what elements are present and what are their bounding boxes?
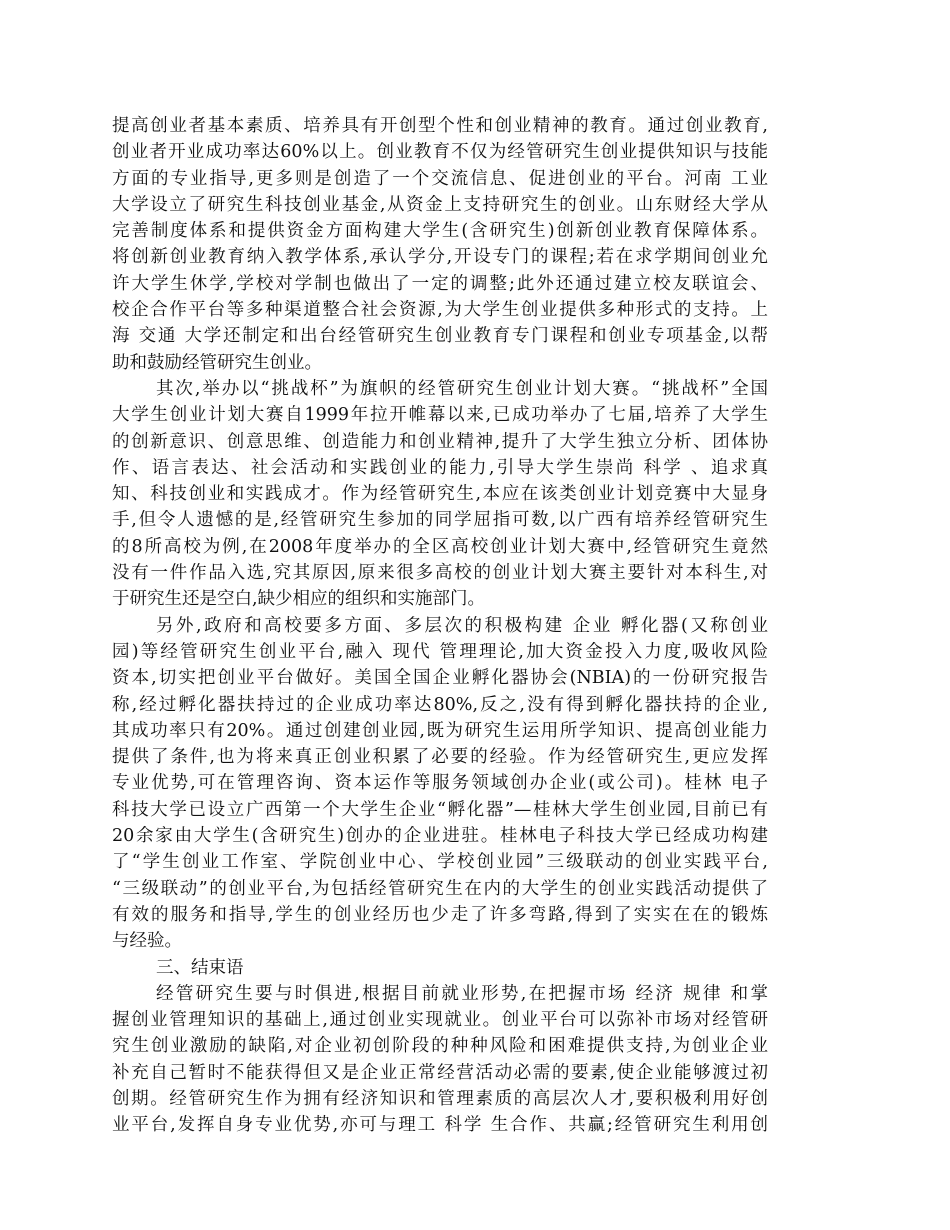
text-line: 助和鼓励经管研究生创业。	[112, 352, 322, 373]
paragraph-first-line: 经管研究生要与时俱进,根据目前就业形势,在把握市场 经济 规律 和掌	[156, 983, 768, 1004]
text-line: 手,但令人遗憾的是,经管研究生参加的同学屈指可数,以广西有培养经管研究生	[112, 510, 768, 531]
text-line: 作、语言表达、社会活动和实践创业的能力,引导大学生崇尚 科学 、追求真	[112, 457, 768, 478]
text-line: 许大学生休学,学校对学制也做出了一定的调整;此外还通过建立校友联谊会、	[112, 273, 768, 294]
text-line: 握创业管理知识的基础上,通过创业实现就业。创业平台可以弥补市场对经管研	[112, 1010, 768, 1031]
text-line: 与经验。	[112, 931, 182, 952]
paragraph-first-line: 其次,举办以“挑战杯”为旗帜的经管研究生创业计划大赛。“挑战杯”全国	[156, 378, 768, 399]
section-heading: 三、结束语	[156, 957, 244, 978]
text-line: 创业者开业成功率达60%以上。创业教育不仅为经管研究生创业提供知识与技能	[112, 142, 768, 163]
text-line: 校企合作平台等多种渠道整合社会资源,为大学生创业提供多种形式的支持。上	[112, 300, 768, 321]
text-line: 科技大学已设立广西第一个大学生企业“孵化器”—桂林大学生创业园,目前已有	[112, 799, 768, 820]
text-line: 的创新意识、创意思维、创造能力和创业精神,提升了大学生独立分析、团体协	[112, 431, 768, 452]
text-line: “三级联动”的创业平台,为包括经管研究生在内的大学生的创业实践活动提供了	[112, 878, 768, 899]
text-line: 资本,切实把创业平台做好。美国全国企业孵化器协会(NBIA)的一份研究报告	[112, 668, 768, 689]
text-line: 没有一件作品入选,究其原因,原来很多高校的创业计划大赛主要针对本科生,对	[112, 563, 768, 584]
text-line: 知、科技创业和实践成才。作为经管研究生,本应在该类创业计划竞赛中大显身	[112, 484, 768, 505]
text-line: 有效的服务和指导,学生的创业经历也少走了许多弯路,得到了实实在在的锻炼	[112, 904, 768, 925]
text-line: 究生创业激励的缺陷,对企业初创阶段的种种风险和困难提供支持,为创业企业	[112, 1036, 768, 1057]
text-line: 补充自己暂时不能获得但又是企业正常经营活动必需的要素,使企业能够渡过初	[112, 1062, 768, 1083]
text-line: 大学设立了研究生科技创业基金,从资金上支持研究生的创业。山东财经大学从	[112, 194, 768, 215]
text-line: 专业优势,可在管理咨询、资本运作等服务领域创办企业(或公司)。桂林 电子	[112, 773, 768, 794]
text-line: 提高创业者基本素质、培养具有开创型个性和创业精神的教育。通过创业教育,	[112, 116, 768, 136]
text-line: 提供了条件,也为将来真正创业积累了必要的经验。作为经管研究生,更应发挥	[112, 747, 768, 768]
text-line: 创期。经管研究生作为拥有经济知识和管理素质的高层次人才,要积极利用好创	[112, 1088, 768, 1109]
text-line: 20余家由大学生(含研究生)创办的企业进驻。桂林电子科技大学已经成功构建	[112, 826, 768, 847]
text-line: 的8所高校为例,在2008年度举办的全区高校创业计划大赛中,经管研究生竟然	[112, 536, 768, 557]
text-line: 方面的专业指导,更多则是创造了一个交流信息、促进创业的平台。河南 工业	[112, 168, 768, 189]
paragraph-first-line: 另外,政府和高校要多方面、多层次的积极构建 企业 孵化器(又称创业	[156, 615, 768, 636]
text-line: 将创新创业教育纳入教学体系,承认学分,开设专门的课程;若在求学期间创业允	[112, 247, 768, 268]
text-line: 其成功率只有20%。通过创建创业园,既为研究生运用所学知识、提高创业能力	[112, 720, 768, 741]
text-line: 大学生创业计划大赛自1999年拉开帷幕以来,已成功举办了七届,培养了大学生	[112, 405, 768, 426]
text-line: 了“学生创业工作室、学院创业中心、学校创业园”三级联动的创业实践平台,	[112, 852, 768, 873]
text-line: 海 交通 大学还制定和出台经管研究生创业教育专门课程和创业专项基金,以帮	[112, 326, 768, 347]
text-line: 园)等经管研究生创业平台,融入 现代 管理理论,加大资金投入力度,吸收风险	[112, 641, 768, 662]
text-line: 于研究生还是空白,缺少相应的组织和实施部门。	[112, 589, 486, 610]
text-line: 完善制度体系和提供资金方面构建大学生(含研究生)创新创业教育保障体系。	[112, 221, 768, 242]
text-line: 称,经过孵化器扶持过的企业成功率达80%,反之,没有得到孵化器扶持的企业,	[112, 694, 768, 715]
text-line: 业平台,发挥自身专业优势,亦可与理工 科学 生合作、共赢;经管研究生利用创	[112, 1115, 768, 1136]
document-body	[112, 113, 768, 1139]
